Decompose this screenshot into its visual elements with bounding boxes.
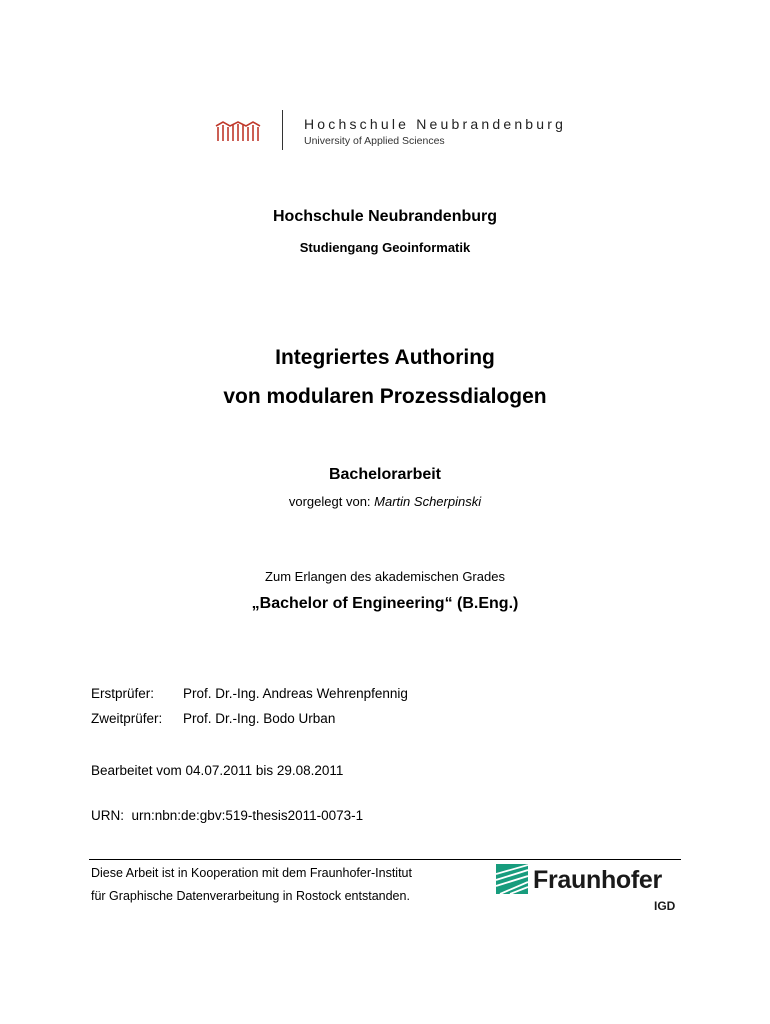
logo-divider (282, 110, 283, 150)
degree-name: „Bachelor of Engineering“ (B.Eng.) (251, 595, 519, 612)
submitted-label: vorgelegt von: (288, 494, 371, 509)
examiner-row (91, 686, 408, 701)
institution-name: Hochschule Neubrandenburg (272, 208, 498, 225)
footer-divider (89, 859, 681, 860)
author-name: Martin Scherpinski (374, 494, 482, 509)
submitted-by (0, 494, 770, 509)
cooperation-line2: für Graphische Datenverarbeitung in Rostock entstanden. (91, 889, 410, 903)
examiner-label: Zweitprüfer: (91, 711, 163, 726)
cooperation-line1: Diese Arbeit ist in Kooperation mit dem Fraunhofer-Institut (91, 866, 412, 880)
fraunhofer-unit: IGD (654, 899, 676, 913)
document-type: Bachelorarbeit (328, 466, 442, 483)
logo-subtitle: University of Applied Sciences (304, 135, 445, 147)
examiner-row (91, 711, 335, 726)
degree-intro: Zum Erlangen des akademischen Grades (265, 569, 505, 584)
fraunhofer-logo-icon (496, 864, 528, 894)
program-name: Studiengang Geoinformatik (299, 240, 471, 255)
examiner-name: Prof. Dr.-Ing. Bodo Urban (183, 711, 336, 726)
logo-name: Hochschule Neubrandenburg (304, 116, 567, 132)
fraunhofer-name: Fraunhofer (533, 866, 662, 894)
examiner-label: Erstprüfer: (91, 686, 155, 701)
examiner-name: Prof. Dr.-Ing. Andreas Wehrenpfennig (183, 686, 408, 701)
thesis-title-line1: Integriertes Authoring (275, 346, 495, 369)
work-period: Bearbeitet vom 04.07.2011 bis 29.08.2011 (91, 763, 344, 778)
thesis-title-line2: von modularen Prozessdialogen (223, 385, 547, 408)
hochschule-logo-icon (215, 120, 261, 142)
urn: URN: urn:nbn:de:gbv:519-thesis2011-0073-1 (91, 808, 364, 823)
